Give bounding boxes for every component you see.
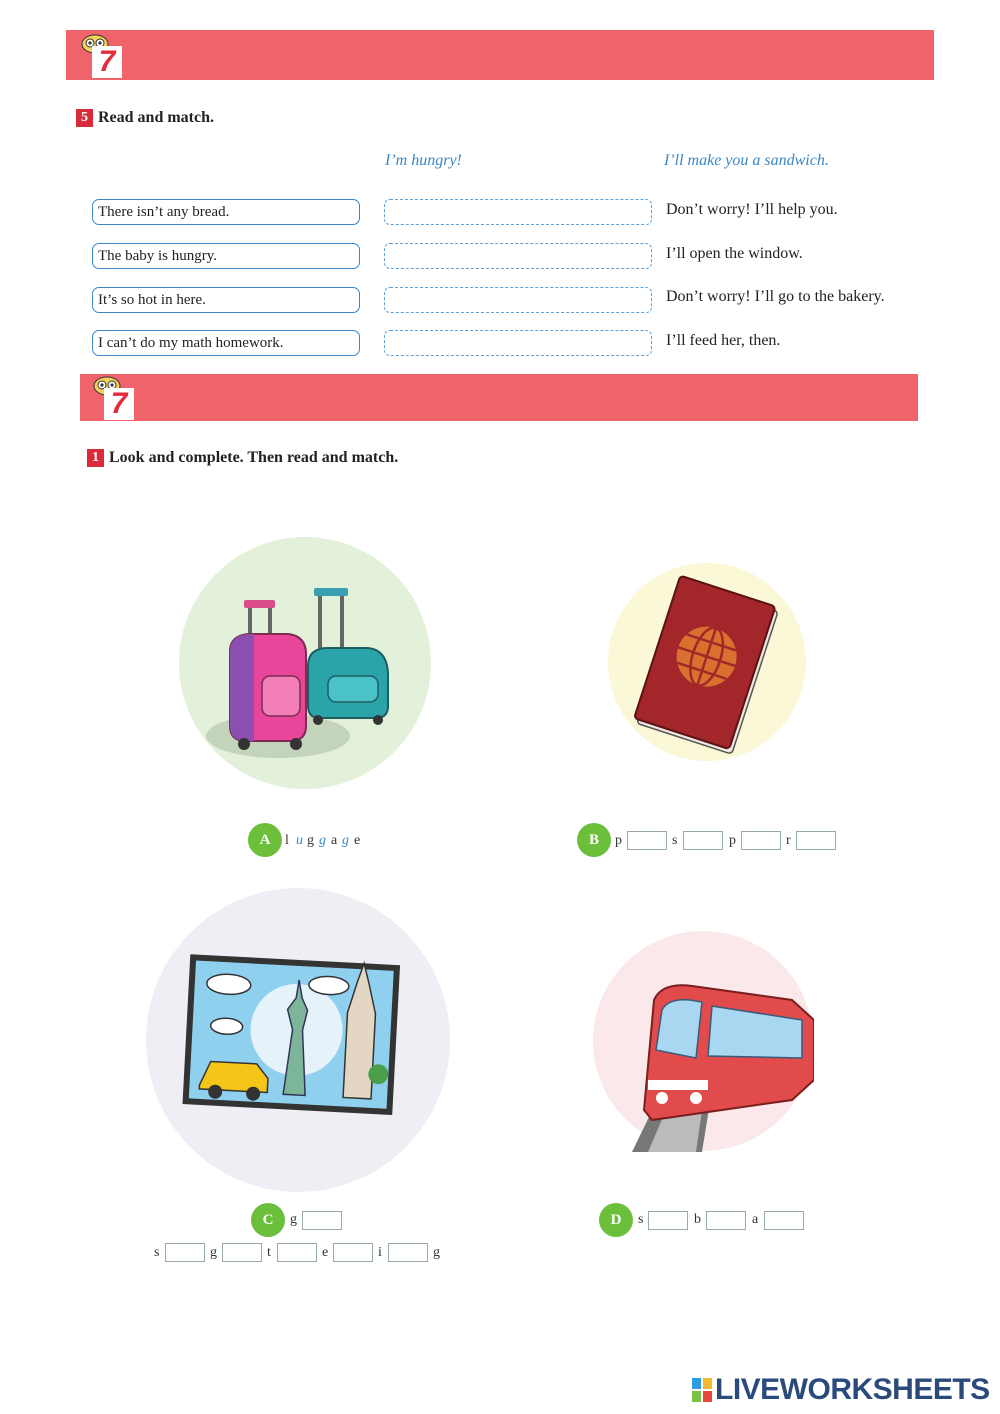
word-letter: s [672, 833, 678, 848]
word-letter: l [285, 833, 289, 848]
filled-letter: u [296, 833, 303, 848]
word-letter: p [615, 833, 622, 848]
letter-blank[interactable] [764, 1211, 804, 1230]
example-reply: I’ll make you a sandwich. [664, 152, 829, 169]
word-letter: s [638, 1212, 644, 1227]
letter-blank[interactable] [741, 831, 781, 850]
reply-text: Don’t worry! I’ll help you. [666, 201, 838, 218]
word-letter: t [267, 1245, 271, 1260]
word-letter: b [694, 1212, 701, 1227]
word-letter: e [322, 1245, 329, 1260]
word-letter: p [729, 833, 736, 848]
letter-blank[interactable] [165, 1243, 205, 1262]
passport-icon [607, 562, 807, 762]
sentence-box: It’s so hot in here. [92, 287, 360, 313]
reply-text: I’ll feed her, then. [666, 332, 781, 349]
sightseeing-icon [146, 880, 450, 1192]
letter-blank[interactable] [683, 831, 723, 850]
answer-drop-zone[interactable] [384, 287, 652, 313]
unit-badge [86, 42, 122, 80]
sentence-box: The baby is hungry. [92, 243, 360, 269]
letter-blank[interactable] [277, 1243, 317, 1262]
example-sentence: I’m hungry! [385, 152, 462, 169]
item-letter-badge: B [577, 823, 611, 857]
sentence-box: There isn’t any bread. [92, 199, 360, 225]
unit-number: 7 [104, 388, 134, 420]
exercise-number: 5 [76, 109, 93, 127]
luggage-icon [178, 536, 432, 790]
letter-blank[interactable] [333, 1243, 373, 1262]
item-letter-badge: C [251, 1203, 285, 1237]
word-letter: r [786, 833, 791, 848]
letter-blank[interactable] [796, 831, 836, 850]
item-letter-badge: D [599, 1203, 633, 1237]
reply-text: I’ll open the window. [666, 245, 803, 262]
word-letter: g [290, 1212, 297, 1227]
letter-blank[interactable] [706, 1211, 746, 1230]
sentence-box: I can’t do my math homework. [92, 330, 360, 356]
unit-banner [80, 374, 918, 421]
word-letter: i [378, 1245, 382, 1260]
word-letter: e [354, 833, 361, 848]
unit-banner [66, 30, 934, 80]
letter-blank[interactable] [222, 1243, 262, 1262]
answer-drop-zone[interactable] [384, 330, 652, 356]
filled-letter: g [319, 833, 326, 848]
word-letter: g [307, 833, 314, 848]
answer-drop-zone[interactable] [384, 199, 652, 225]
subway-icon [592, 930, 814, 1152]
logo-mark-icon [692, 1378, 712, 1402]
filled-letter: g [342, 833, 349, 848]
letter-blank[interactable] [302, 1211, 342, 1230]
letter-blank[interactable] [388, 1243, 428, 1262]
word-letter: a [331, 833, 338, 848]
letter-blank[interactable] [627, 831, 667, 850]
exercise-number: 1 [87, 449, 104, 467]
item-letter-badge: A [248, 823, 282, 857]
exercise-title: Look and complete. Then read and match. [109, 449, 399, 466]
unit-badge [98, 384, 134, 422]
word-letter: g [433, 1245, 440, 1260]
unit-number: 7 [92, 46, 122, 78]
liveworksheets-logo [692, 1374, 990, 1406]
logo-text: LIVEWORKSHEETS [715, 1373, 990, 1406]
word-letter: g [210, 1245, 217, 1260]
letter-blank[interactable] [648, 1211, 688, 1230]
exercise-title: Read and match. [98, 109, 215, 126]
word-letter: a [752, 1212, 759, 1227]
answer-drop-zone[interactable] [384, 243, 652, 269]
word-letter: s [154, 1245, 160, 1260]
reply-text: Don’t worry! I’ll go to the bakery. [666, 288, 885, 305]
